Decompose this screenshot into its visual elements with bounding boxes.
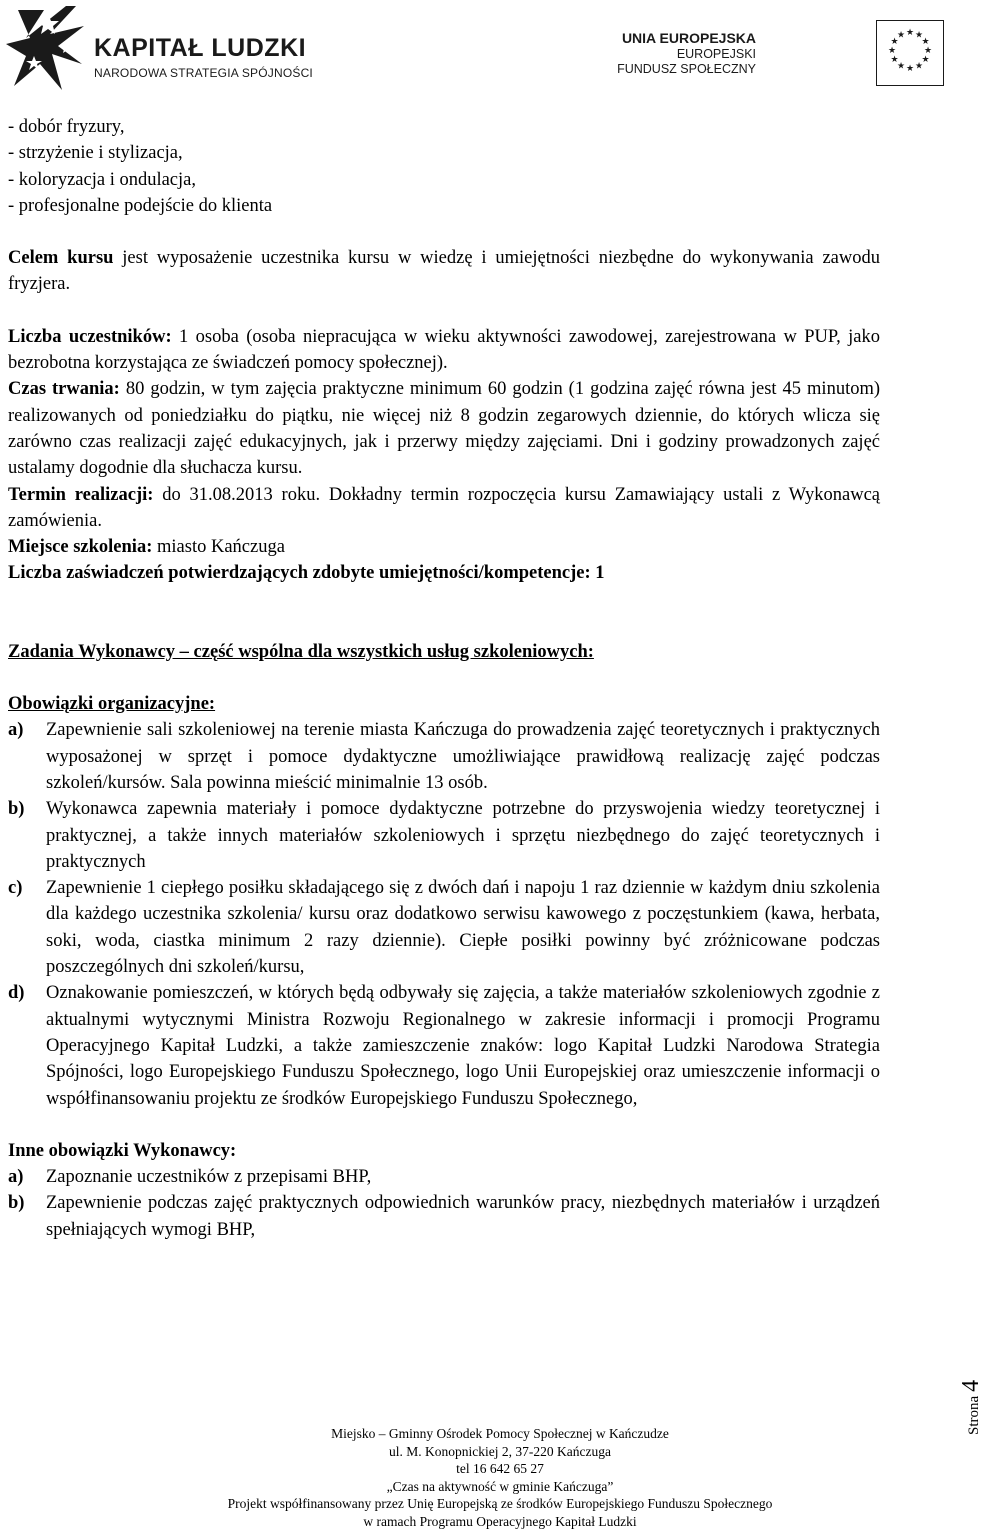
other-duties-heading-text: Inne obowiązki Wykonawcy: xyxy=(8,1140,237,1161)
participants-text: 1 osoba (osoba niepracująca w wieku aktywności zawodowej, zarejestrowana w PUP, jako bezrobotna korzystająca ze świadczeń pomocy społecznej). xyxy=(8,326,880,374)
place-text: miasto Kańczuga xyxy=(152,537,285,558)
svg-text:★: ★ xyxy=(905,28,915,38)
kapital-ludzki-subtitle: NARODOWA STRATEGIA SPÓJNOŚCI xyxy=(94,66,313,80)
eu-logo-line1: UNIA EUROPEJSKA xyxy=(621,30,756,46)
duration-label: Czas trwania: xyxy=(8,379,120,400)
certificates-paragraph xyxy=(8,560,880,586)
kapital-ludzki-emblem-icon xyxy=(4,4,90,92)
svg-text:★: ★ xyxy=(896,61,906,72)
list-item-text: Oznakowanie pomieszczeń, w których będą odbywały się zajęcia, a także materiałów szkoleniowych zgodnie z aktualnymi wytycznymi Ministra Rozwoju Regionalnego w zakresie informacji i promocji Programu Operacyjnego Kapitał Ludzki, a także zamieszczenie znaków: logo Kapitał Ludzki Narodowa Strategia Spójności, logo Europejskiego Funduszu Społecznego, logo Unii Europejskiej oraz umieszczenie informacji o współfinansowaniu projektu ze środków Europejskiego Funduszu Społecznego, xyxy=(46,983,880,1109)
svg-text:★: ★ xyxy=(890,37,899,47)
svg-text:★: ★ xyxy=(914,61,924,72)
list-marker: d) xyxy=(8,983,25,1004)
duration-paragraph xyxy=(8,376,880,481)
place-paragraph xyxy=(8,534,880,560)
place-label: Miejsce szkolenia: xyxy=(8,537,153,558)
org-duties-heading-text: Obowiązki organizacyjne: xyxy=(8,694,216,715)
footer-line: ul. M. Konopnickiej 2, 37-220 Kańczuga xyxy=(389,1443,611,1459)
svg-text:★: ★ xyxy=(914,30,924,41)
footer-line: „Czas na aktywność w gminie Kańczuga” xyxy=(386,1478,614,1494)
skills-list xyxy=(8,114,880,219)
footer-line: Projekt współfinansowany przez Unię Europejską ze środków Europejskiego Funduszu Społecznego xyxy=(227,1496,773,1512)
org-duties-list xyxy=(8,717,880,1111)
certificates-label: Liczba zaświadczeń potwierdzających zdobyte umiejętności/kompetencje: 1 xyxy=(8,563,605,584)
page-number: 4 xyxy=(958,1379,984,1392)
svg-text:★: ★ xyxy=(896,30,906,41)
org-duties-heading xyxy=(8,691,880,717)
svg-text:★: ★ xyxy=(905,64,915,74)
participants-label: Liczba uczestników: xyxy=(8,326,172,347)
list-item xyxy=(8,796,880,875)
footer-line: w ramach Programu Operacyjnego Kapitał Ludzki xyxy=(363,1513,637,1529)
svg-text:★: ★ xyxy=(887,46,897,56)
page-number-label xyxy=(918,1335,984,1435)
footer-line: Miejsko – Gminny Ośrodek Pomocy Społecznej w Kańczudze xyxy=(331,1426,669,1441)
course-goal-text: jest wyposażenie uczestnika kursu w wiedzę i umiejętności niezbędne do wykonywania zawodu fryzjera. xyxy=(8,248,880,295)
term-paragraph xyxy=(8,482,880,535)
skill-item: - dobór fryzury, xyxy=(8,117,125,137)
skill-item: - strzyżenie i stylizacja, xyxy=(8,143,183,164)
page-header xyxy=(0,0,960,100)
list-marker: b) xyxy=(8,799,25,820)
page-footer xyxy=(110,1425,890,1531)
eu-logo-line3: FUNDUSZ SPOŁECZNY xyxy=(617,62,756,76)
list-item xyxy=(8,1190,880,1243)
term-label: Termin realizacji: xyxy=(8,484,154,505)
skill-item: - koloryzacja i ondulacja, xyxy=(8,169,196,190)
footer-line: tel 16 642 65 27 xyxy=(456,1461,544,1477)
list-item-text: Zapewnienie podczas zajęć praktycznych odpowiednich warunków pracy, niezbędnych materiałów i urządzeń spełniających wymogi BHP, xyxy=(46,1193,880,1240)
eu-logo-text xyxy=(617,30,756,77)
list-marker: c) xyxy=(8,878,23,899)
skill-item: - profesjonalne podejście do klienta xyxy=(8,195,273,216)
document-body xyxy=(8,114,880,1243)
list-item-text: Zapewnienie sali szkoleniowej na terenie miasta Kańczuga do prowadzenia zajęć teoretycznych i praktycznych wyposażonej w sprzęt i pomoce dydaktyczne umożliwiające prawidłową realizację zajęć podczas szkoleń/kursów. Sala powinna mieścić minimalnie 13 osób. xyxy=(46,720,880,793)
eu-logo-line2: EUROPEJSKI xyxy=(676,47,756,61)
other-duties-heading xyxy=(8,1138,880,1164)
eu-logo xyxy=(612,14,956,86)
other-duties-list xyxy=(8,1164,880,1243)
svg-text:★: ★ xyxy=(923,46,933,56)
svg-text:★: ★ xyxy=(921,37,930,47)
list-marker: a) xyxy=(8,1167,24,1188)
term-text: do 31.08.2013 roku. Dokładny termin rozpoczęcia kursu Zamawiający ustali z Wykonawcą zamówienia. xyxy=(8,484,881,531)
list-item xyxy=(8,875,880,980)
svg-text:★: ★ xyxy=(890,55,899,65)
list-item-text: Wykonawca zapewnia materiały i pomoce dydaktyczne potrzebne do przyswojenia wiedzy teoretycznej i praktycznej, a także innych materiałów szkoleniowych i sprzętu niezbędnego do zajęć teoretycznych i praktycznych xyxy=(46,799,880,872)
kapital-ludzki-logo xyxy=(4,4,324,96)
list-item-text: Zapewnienie 1 ciepłego posiłku składającego się z dwóch dań i napoju 1 raz dziennie w każdym dniu szkolenia dla każdego uczestnika szkolenia/ kursu oraz dodatkowo serwisu kawowego z poczęstunkiem (kawa, herbata, soki, woda, ciastka minimum 2 razy dziennie). Ciepłe posiłki powinny być zróżnicowane podczas poszczególnych dni szkoleń/kursu, xyxy=(46,878,880,978)
tasks-heading xyxy=(8,639,880,665)
list-item-text: Zapoznanie uczestników z przepisami BHP, xyxy=(46,1167,372,1188)
eu-flag-icon xyxy=(876,20,944,86)
participants-paragraph xyxy=(8,324,880,377)
list-item xyxy=(8,717,880,796)
course-goal-label: Celem kursu xyxy=(8,248,114,269)
list-marker: b) xyxy=(8,1193,25,1214)
page-label: Strona xyxy=(966,1395,982,1435)
course-goal-paragraph xyxy=(8,245,880,298)
list-item xyxy=(8,980,880,1111)
tasks-heading-text: Zadania Wykonawcy – część wspólna dla wszystkich usług szkoleniowych: xyxy=(8,641,594,662)
list-item xyxy=(8,1164,880,1190)
list-marker: a) xyxy=(8,720,24,741)
kapital-ludzki-title: KAPITAŁ LUDZKI xyxy=(94,34,307,62)
svg-text:★: ★ xyxy=(921,55,930,65)
duration-text: 80 godzin, w tym zajęcia praktyczne minimum 60 godzin (1 godzina zajęć równa jest 45 minutom) realizowanych od poniedziałku do piątku, nie więcej niż 8 godzin zegarowych dziennie, do których wlicza się zarówno czas realizacji zajęć edukacyjnych, jak i przerwy między zajęciami. Dni i godziny prowadzonych zajęć ustalamy dogodnie dla słuchacza kursu. xyxy=(8,379,881,479)
